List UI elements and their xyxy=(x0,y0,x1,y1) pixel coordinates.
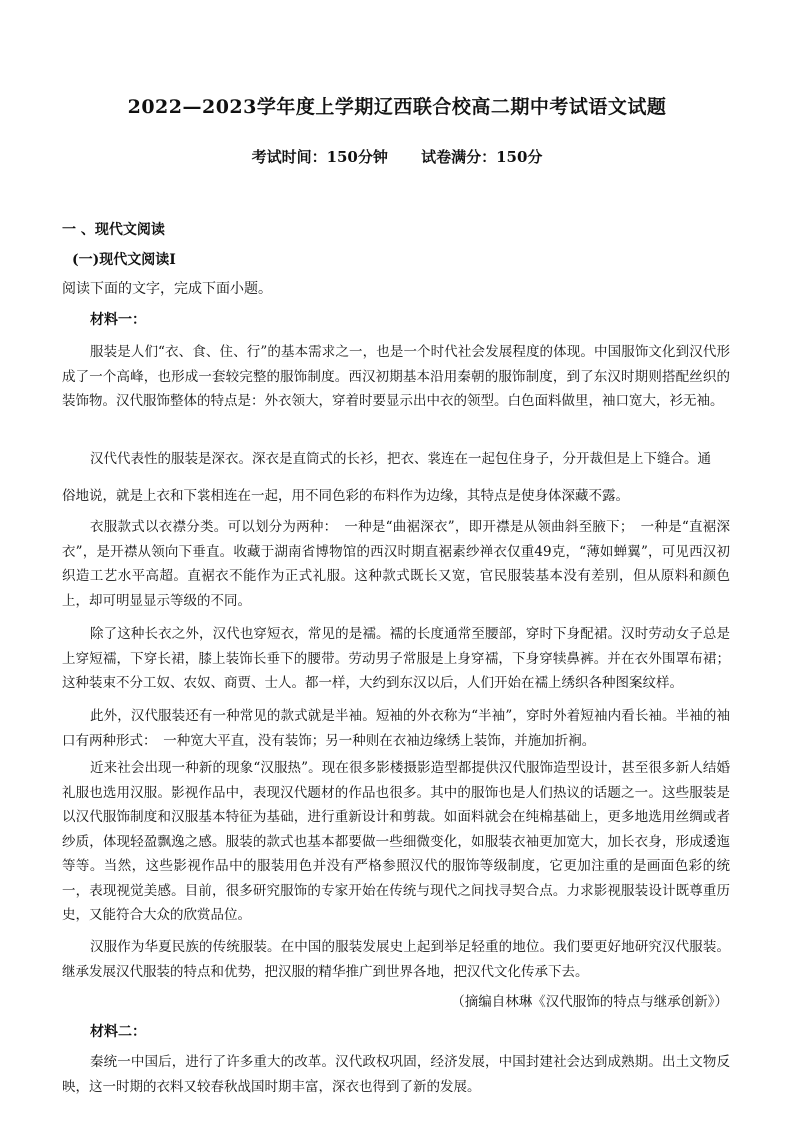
material-one-source: （摘编自林琳《汉代服饰的特点与继承创新》） xyxy=(451,994,728,1010)
material-one-paragraph: 服装是人们“衣、食、住、行”的基本需求之一，也是一个时代社会发展程度的体现。中国服饰文化到汉代形成了一个高峰，也形成一套较完整的服饰制度。西汉初期基本沿用秦朝的服饰制度，到了东汉时期则搭配丝织的装饰物。汉代服饰整体的特点是：外衣领大，穿着时要显示出中衣的领型。白色面料做里，袖口宽大，衫无袖。 xyxy=(62,344,730,409)
material-one-paragraph: 近来社会出现一种新的现象“汉服热”。现在很多影楼摄影造型都提供汉代服饰造型设计，甚至很多新人结婚礼服也选用汉服。影视作品中，表现汉代题材的作品也很多。其中的服饰也是人们热议的话题之一。这些服装是以汉代服饰制度和汉服基本特征为基础，进行重新设计和剪裁。如面料就会在纯棉基础上，更多地选用丝绸或者纱质，体现轻盈飘逸之感。服装的款式也基本都要做一些细微变化，如服装衣袖更加宽大，加长衣身，形成逶迤等等。当然，这些影视作品中的服装用色并没有严格参照汉代的服饰等级制度，它更加注重的是画面色彩的统一，表现视觉美感。目前，很多研究服饰的专家开始在传统与现代之间找寻契合点。力求影视服装设计既尊重历史，又能符合大众的欣赏品位。 xyxy=(62,760,730,923)
subsection-heading: (一)现代文阅读I xyxy=(72,252,176,268)
material-two-paragraph: 秦统一中国后，进行了许多重大的改革。汉代政权巩固，经济发展，中国封建社会达到成熟期。出土文物反映，这一时期的衣料又较春秋战国时期丰富，深衣也得到了新的发展。 xyxy=(62,1054,730,1095)
exam-title: 2022—2023学年度上学期辽西联合校高二期中考试语文试题 xyxy=(127,96,667,118)
material-one-paragraph: 俗地说，就是上衣和下裳相连在一起，用不同色彩的布料作为边缘，其特点是使身体深藏不露。 xyxy=(62,488,629,504)
material-one-paragraph: 衣服款式以衣襟分类。可以划分为两种： 一种是“曲裾深衣”，即开襟是从领曲斜至腋下； 一种是“直裾深衣”，是开襟从领向下垂直。收藏于湖南省博物馆的西汉时期直裾素纱禅衣仅重49克，“薄如蝉翼”，可见西汉初织造工艺水平高超。直裾衣不能作为正式礼服。这种款式既长又宽，官民服装基本没有差别，但从原料和颜色上，却可明显显示等级的不同。 xyxy=(62,519,730,609)
material-two-label: 材料二： xyxy=(90,1024,146,1040)
exam-score: 试卷满分：150分 xyxy=(421,148,543,166)
material-one-paragraph: 汉服作为华夏民族的传统服装。在中国的服装发展史上起到举足轻重的地位。我们要更好地研究汉代服装。继承发展汉代服装的特点和优势，把汉服的精华推广到世界各地，把汉代文化传承下去。 xyxy=(62,939,730,980)
material-one-paragraph: 除了这种长衣之外，汉代也穿短衣，常见的是襦。襦的长度通常至腰部，穿时下身配裙。汉时劳动女子总是上穿短襦，下穿长裙，膝上装饰长垂下的腰带。劳动男子常服是上身穿襦，下身穿犊鼻裤。并在衣外围罩布裙；这种装束不分工奴、农奴、商贾、士人。都一样，大约到东汉以后，人们开始在襦上绣织各种图案纹样。 xyxy=(62,626,730,691)
exam-time: 考试时间：150分钟 xyxy=(251,148,388,166)
reading-instruction: 阅读下面的文字，完成下面小题。 xyxy=(62,281,272,297)
exam-info xyxy=(0,146,794,167)
material-one-paragraph: 此外，汉代服装还有一种常见的款式就是半袖。短袖的外衣称为“半袖”，穿时外着短袖内看长袖。半袖的袖口有两种形式： 一种宽大平直，没有装饰；另一种则在衣袖边缘绣上装饰，并施加折裥。 xyxy=(62,708,730,749)
material-one-paragraph: 汉代代表性的服装是深衣。深衣是直筒式的长衫，把衣、裳连在一起包住身子，分开裁但是上下缝合。通 xyxy=(90,451,711,467)
material-one-label: 材料一： xyxy=(90,312,146,328)
section-heading: 一 、现代文阅读 xyxy=(62,222,165,238)
